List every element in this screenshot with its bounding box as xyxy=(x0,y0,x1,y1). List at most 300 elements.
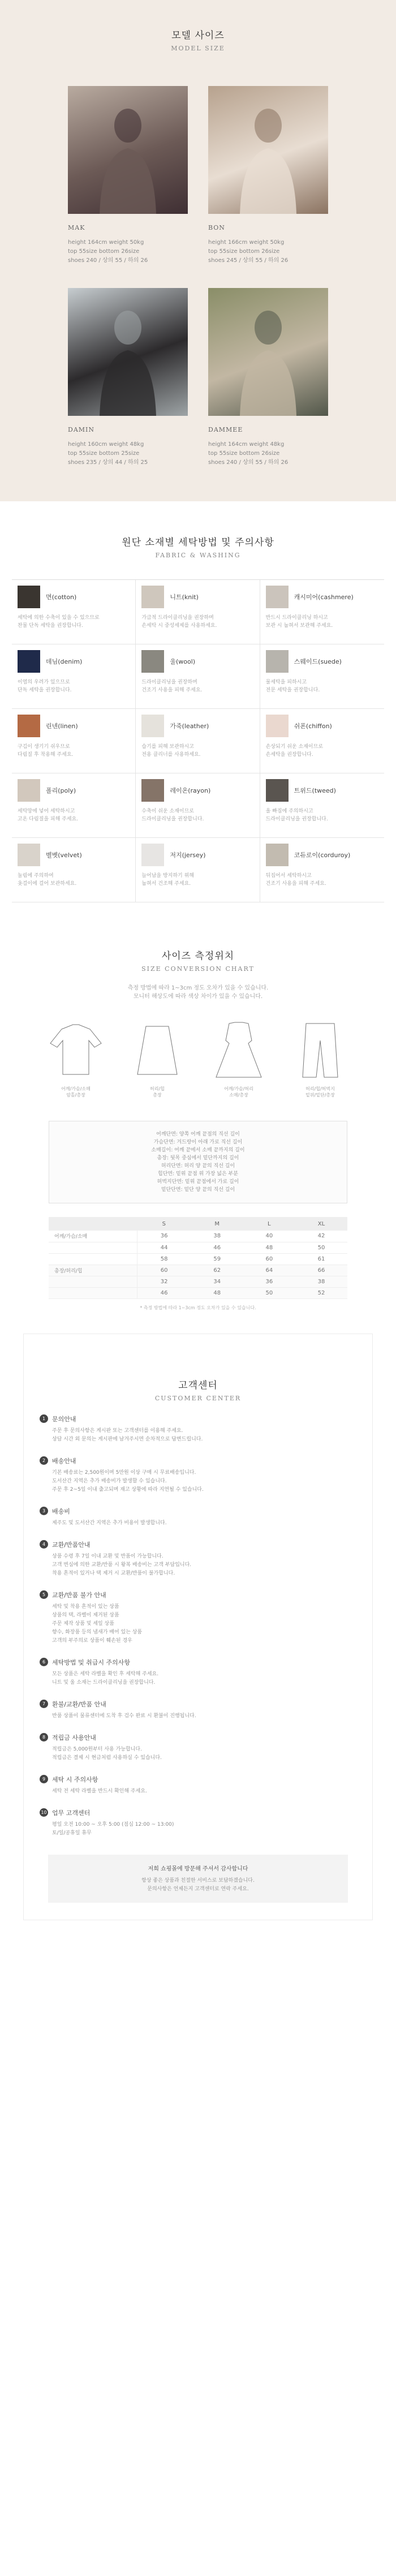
size-section xyxy=(0,925,396,1334)
fabric-head xyxy=(18,715,130,737)
fabric-desc-line: 손세탁 시 중성세제를 사용하세요. xyxy=(141,623,217,629)
cs-block-title: 세탁방법 및 취급시 주의사항 xyxy=(52,1658,131,1666)
fabric-cell xyxy=(260,773,384,838)
size-table-cell: 총장/허리/힙 xyxy=(49,1265,137,1276)
size-table-cell: 64 xyxy=(243,1265,295,1276)
fabric-desc-line: 전문 세탁을 권장합니다. xyxy=(265,687,320,693)
table-row xyxy=(49,1242,347,1253)
fabric-name: 면(cotton) xyxy=(46,594,77,601)
garment-diagram xyxy=(126,1018,188,1098)
model-info-line: height 166cm weight 50kg xyxy=(208,239,285,246)
fabric-name: 니트(knit) xyxy=(170,594,199,601)
fabric-name: 쉬폰(chiffon) xyxy=(294,723,332,730)
garment-diagram xyxy=(45,1018,107,1098)
fabric-head xyxy=(266,586,378,608)
size-table-cell: 48 xyxy=(243,1242,295,1253)
fabric-head xyxy=(18,844,130,866)
fabric-head xyxy=(266,779,378,802)
cs-block-body xyxy=(40,1469,356,1494)
cs-block-line: 니트 및 울 소재는 드라이클리닝을 권장합니다. xyxy=(52,1679,156,1685)
fabric-desc xyxy=(266,614,378,630)
fabric-cell xyxy=(12,580,136,644)
cs-block-number: 1 xyxy=(40,1414,48,1423)
size-table-cell xyxy=(49,1276,137,1287)
size-table-cell: 40 xyxy=(243,1231,295,1242)
cs-blocks xyxy=(40,1414,356,1838)
cs-block xyxy=(40,1540,356,1578)
measure-line: 허리단면: 허리 양 끝의 직선 길이 xyxy=(161,1163,235,1169)
cs-block-number: 4 xyxy=(40,1540,48,1549)
fabric-desc xyxy=(18,614,130,630)
size-table-cell: 50 xyxy=(295,1242,347,1253)
fabric-name: 데님(denim) xyxy=(46,658,83,665)
cs-block-number: 6 xyxy=(40,1658,48,1666)
size-table-cell: 36 xyxy=(243,1276,295,1287)
model-info-line: height 160cm weight 48kg xyxy=(68,441,144,448)
fabric-desc-line: 드라이클리닝을 권장합니다. xyxy=(141,816,204,822)
fabric-name: 스웨이드(suede) xyxy=(294,658,342,665)
cs-block-number: 9 xyxy=(40,1775,48,1783)
model-size-subtitle: MODEL SIZE xyxy=(171,45,225,52)
fabric-name: 가죽(leather) xyxy=(170,723,209,730)
cs-block-line: 제주도 및 도서산간 지역은 추가 비용이 발생합니다. xyxy=(52,1520,167,1526)
size-table-cell: 34 xyxy=(191,1276,243,1287)
cs-footer-text xyxy=(59,1877,337,1894)
table-row xyxy=(49,1231,347,1242)
cs-block xyxy=(40,1775,356,1796)
fabric-desc-line: 물세탁을 피하시고 xyxy=(265,680,307,685)
fabric-name: 폴리(poly) xyxy=(46,787,76,794)
cs-block-title: 환불/교환/반품 안내 xyxy=(52,1700,106,1708)
fabric-desc-line: 반드시 드라이클리닝 하시고 xyxy=(265,615,328,621)
fabric-desc-line: 구김이 생기기 쉬우므로 xyxy=(18,744,70,750)
model-info-line: top 55size bottom 26size xyxy=(208,450,280,457)
fabric-desc-line: 손세탁을 권장합니다. xyxy=(265,752,313,758)
model-card xyxy=(68,86,188,265)
fabric-head xyxy=(141,586,253,608)
fabric-desc xyxy=(266,807,378,823)
garment-caption-line: 총장 xyxy=(153,1093,162,1098)
fabric-subtitle: FABRIC & WASHING xyxy=(155,552,241,559)
size-table-cell: 66 xyxy=(295,1265,347,1276)
cs-block-heading xyxy=(40,1808,356,1817)
cs-block-line: 토/일/공휴일 휴무 xyxy=(52,1830,92,1836)
measure-line: 어깨단면: 양쪽 어깨 끝점의 직선 길이 xyxy=(156,1132,240,1137)
model-size-title: 모델 사이즈 xyxy=(171,30,225,41)
model-card xyxy=(68,288,188,467)
size-title: 사이즈 측정위치 xyxy=(161,951,235,962)
measure-line: 허벅지단면: 밑위 끝점에서 가로 길이 xyxy=(157,1179,239,1185)
cs-block-title: 적립금 사용안내 xyxy=(52,1734,96,1741)
fabric-swatch xyxy=(141,779,164,802)
size-table-cell: 60 xyxy=(137,1265,191,1276)
cs-block-line: 상품 수령 후 7일 이내 교환 및 반품이 가능합니다. xyxy=(52,1553,163,1559)
size-table-cell: 36 xyxy=(137,1231,191,1242)
fabric-cell xyxy=(136,709,260,773)
garment-caption xyxy=(45,1086,107,1098)
fabric-title: 원단 소재별 세탁방법 및 주의사항 xyxy=(122,537,274,548)
fabric-cell xyxy=(136,838,260,902)
size-intro xyxy=(0,984,396,1001)
size-table-header-cell: M xyxy=(191,1217,243,1231)
model-info-line: height 164cm weight 50kg xyxy=(68,239,144,246)
fabric-desc-line: 건조기 사용을 피해 주세요. xyxy=(265,881,326,887)
model-card xyxy=(208,86,328,265)
cs-subtitle: CUSTOMER CENTER xyxy=(154,1394,242,1402)
cs-block xyxy=(40,1414,356,1444)
cs-block-line: 고객의 부주의로 상품이 훼손된 경우 xyxy=(52,1637,132,1644)
model-figure xyxy=(68,288,188,416)
fabric-name: 캐시미어(cashmere) xyxy=(294,594,354,601)
cs-block-number: 2 xyxy=(40,1456,48,1465)
garment-caption-line: 허리/힙 xyxy=(150,1086,165,1091)
cs-block-body xyxy=(40,1427,356,1444)
fabric-cell xyxy=(260,644,384,709)
cs-block-line: 상담 시간 외 문의는 게시판에 남겨주시면 순차적으로 답변드립니다. xyxy=(52,1436,203,1442)
cs-block-title: 배송안내 xyxy=(52,1457,76,1465)
garment-diagrams xyxy=(0,1018,396,1098)
model-info-line: shoes 240 / 상의 55 / 하의 26 xyxy=(68,257,148,264)
size-table-cell: 50 xyxy=(243,1287,295,1298)
customer-center-section xyxy=(0,1334,396,1954)
cs-footer-box xyxy=(48,1855,348,1903)
cs-block-line: 주문 제작 상품 및 세일 상품 xyxy=(52,1620,114,1627)
cs-block xyxy=(40,1808,356,1838)
cs-block-body xyxy=(40,1787,356,1796)
garment-caption xyxy=(126,1086,188,1098)
fabric-table xyxy=(12,579,384,902)
model-info xyxy=(68,440,188,467)
size-table-cell: 32 xyxy=(137,1276,191,1287)
cs-block-title: 문의안내 xyxy=(52,1415,76,1423)
fabric-cell xyxy=(136,644,260,709)
cs-block-heading xyxy=(40,1507,356,1516)
size-table-cell: 58 xyxy=(137,1253,191,1265)
garment-diagram xyxy=(289,1018,351,1098)
cs-block-number: 7 xyxy=(40,1700,48,1708)
model-name: MAK xyxy=(68,224,85,231)
measure-line: 힙단면: 밑위 끝점 위 가장 넓은 부분 xyxy=(158,1171,238,1177)
size-intro-line: 모니터 해상도에 따라 색상 차이가 있을 수 있습니다. xyxy=(133,994,263,1000)
fabric-section xyxy=(0,501,396,925)
cs-block-line: 도서산간 지역은 추가 배송비가 발생할 수 있습니다. xyxy=(52,1478,167,1484)
garment-diagram xyxy=(208,1018,270,1098)
cs-block-heading xyxy=(40,1700,356,1709)
cs-block-body xyxy=(40,1553,356,1578)
table-row xyxy=(49,1265,347,1276)
cs-block-number: 10 xyxy=(40,1808,48,1817)
cs-block-title: 교환/반품 불가 안내 xyxy=(52,1591,106,1599)
cs-block-body xyxy=(40,1519,356,1528)
fabric-desc-line: 습기를 피해 보관하시고 xyxy=(141,744,194,750)
size-table-cell xyxy=(49,1287,137,1298)
fabric-swatch xyxy=(266,779,289,802)
fabric-desc xyxy=(141,807,253,823)
cs-block-heading xyxy=(40,1540,356,1549)
fabric-name: 울(wool) xyxy=(170,658,196,665)
fabric-desc-line: 이염의 우려가 있으므로 xyxy=(18,680,70,685)
fabric-desc-line: 드라이클리닝을 권장하며 xyxy=(141,680,197,685)
fabric-desc xyxy=(266,872,378,888)
size-table-cell: 61 xyxy=(295,1253,347,1265)
size-table-cell: 59 xyxy=(191,1253,243,1265)
cs-block-line: 착용 흔적이 있거나 택 제거 시 교환/반품이 불가합니다. xyxy=(52,1570,175,1576)
cs-block-number: 8 xyxy=(40,1733,48,1741)
measure-line: 소매길이: 어깨 끝에서 소매 끝까지의 길이 xyxy=(151,1147,245,1153)
fabric-head xyxy=(141,650,253,673)
fabric-name: 레이온(rayon) xyxy=(170,787,211,794)
size-table-header-cell xyxy=(49,1217,137,1231)
fabric-cell xyxy=(260,709,384,773)
size-table-header-cell: S xyxy=(137,1217,191,1231)
fabric-swatch xyxy=(266,715,289,737)
cs-block-title: 배송비 xyxy=(52,1507,70,1515)
garment-outline xyxy=(126,1018,188,1081)
garment-caption-line: 어깨/가슴/소매 xyxy=(61,1086,91,1091)
size-table-cell: 42 xyxy=(295,1231,347,1242)
fabric-swatch xyxy=(18,844,40,866)
fabric-desc xyxy=(18,872,130,888)
cs-block-line: 모든 상품은 세탁 라벨을 확인 후 세탁해 주세요. xyxy=(52,1671,159,1677)
garment-caption-line: 어깨/가슴/허리 xyxy=(224,1086,253,1091)
fabric-desc-line: 세탁망에 넣어 세탁하시고 xyxy=(18,809,75,814)
fabric-head xyxy=(141,779,253,802)
fabric-swatch xyxy=(18,779,40,802)
model-name: DAMIN xyxy=(68,426,94,433)
cs-block-line: 적립금은 5,000원부터 사용 가능합니다. xyxy=(52,1746,142,1752)
fabric-head xyxy=(266,650,378,673)
size-table-cell: 48 xyxy=(191,1287,243,1298)
fabric-desc xyxy=(141,614,253,630)
fabric-swatch xyxy=(266,586,289,608)
fabric-head xyxy=(18,779,130,802)
model-photo xyxy=(208,86,328,214)
cs-block-line: 세탁 전 세탁 라벨을 반드시 확인해 주세요. xyxy=(52,1788,147,1794)
fabric-desc xyxy=(18,807,130,823)
fabric-head xyxy=(18,586,130,608)
garment-caption xyxy=(208,1086,270,1098)
model-photo xyxy=(68,86,188,214)
fabric-desc xyxy=(141,743,253,759)
fabric-swatch xyxy=(266,844,289,866)
fabric-swatch xyxy=(141,844,164,866)
model-photo xyxy=(208,288,328,416)
fabric-head xyxy=(18,650,130,673)
model-info-line: shoes 240 / 상의 55 / 하의 26 xyxy=(208,459,289,466)
fabric-desc-line: 고온 다림질을 피해 주세요. xyxy=(18,816,79,822)
cs-block-heading xyxy=(40,1590,356,1599)
fabric-desc-line: 늘어남을 방지하기 위해 xyxy=(141,873,194,879)
model-figure xyxy=(68,86,188,214)
cs-block-heading xyxy=(40,1658,356,1667)
fabric-desc-line: 드라이클리닝을 권장합니다. xyxy=(265,816,328,822)
cs-block-heading xyxy=(40,1414,356,1424)
cs-block-line: 향수, 화장품 등의 냄새가 배어 있는 상품 xyxy=(52,1629,143,1635)
size-table-cell: 46 xyxy=(137,1287,191,1298)
fabric-swatch xyxy=(18,650,40,673)
model-card xyxy=(208,288,328,467)
measure-line: 가슴단면: 겨드랑이 아래 가로 직선 길이 xyxy=(153,1139,243,1145)
fabric-head xyxy=(266,844,378,866)
fabric-desc-line: 뒤집어서 세탁하시고 xyxy=(265,873,312,879)
cs-block-body xyxy=(40,1712,356,1721)
cs-block-line: 세탁 및 착용 흔적이 있는 상품 xyxy=(52,1603,119,1610)
cs-block-title: 업무 고객센터 xyxy=(52,1809,91,1817)
fabric-head xyxy=(141,715,253,737)
fabric-desc-line: 손상되기 쉬운 소재이므로 xyxy=(265,744,324,750)
size-intro-line: 측정 방법에 따라 1~3cm 정도 오차가 있을 수 있습니다. xyxy=(127,985,269,991)
cs-block-line: 상품의 택, 라벨이 제거된 상품 xyxy=(52,1612,119,1618)
fabric-name: 저지(jersey) xyxy=(170,852,206,859)
model-name: DAMMEE xyxy=(208,426,243,433)
model-figure xyxy=(208,86,328,214)
cs-block-line: 반품 상품이 물류센터에 도착 후 검수 완료 시 환불이 진행됩니다. xyxy=(52,1713,196,1719)
model-info-line: top 55size bottom 26size xyxy=(68,248,140,255)
table-row xyxy=(49,1253,347,1265)
cs-block-heading xyxy=(40,1775,356,1784)
fabric-name: 코듀로이(corduroy) xyxy=(294,852,351,859)
cs-block-body xyxy=(40,1745,356,1762)
size-table-cell xyxy=(49,1253,137,1265)
garment-outline xyxy=(289,1018,351,1081)
cs-block-number: 3 xyxy=(40,1507,48,1515)
fabric-cell xyxy=(12,709,136,773)
cs-block-body xyxy=(40,1603,356,1645)
model-photo xyxy=(68,288,188,416)
fabric-name: 트위드(tweed) xyxy=(294,787,336,794)
size-subtitle: SIZE CONVERSION CHART xyxy=(141,965,255,973)
fabric-name: 벨벳(velvet) xyxy=(46,852,82,859)
cs-block-line: 평일 오전 10:00 ~ 오후 5:00 (점심 12:00 ~ 13:00) xyxy=(52,1821,174,1827)
fabric-head xyxy=(266,715,378,737)
model-figure xyxy=(208,288,328,416)
size-table-cell: 60 xyxy=(243,1253,295,1265)
cs-footer-line: 문의사항은 언제든지 고객센터로 연락 주세요. xyxy=(147,1886,249,1892)
size-table-cell: 62 xyxy=(191,1265,243,1276)
cs-block-body xyxy=(40,1821,356,1838)
size-table-cell: 38 xyxy=(295,1276,347,1287)
model-info-line: top 55size bottom 26size xyxy=(208,248,280,255)
cs-block-body xyxy=(40,1670,356,1687)
fabric-swatch xyxy=(266,650,289,673)
model-info xyxy=(208,238,328,265)
cs-block xyxy=(40,1507,356,1528)
fabric-cell xyxy=(12,644,136,709)
fabric-swatch xyxy=(141,650,164,673)
model-info-line: top 55size bottom 25size xyxy=(68,450,140,457)
cs-block-heading xyxy=(40,1733,356,1742)
cs-block-heading xyxy=(40,1456,356,1465)
model-info-line: height 164cm weight 48kg xyxy=(208,441,285,448)
measure-line: 총장: 뒷목 중심에서 밑단까지의 길이 xyxy=(157,1155,239,1161)
cs-block-line: 주문 후 문의사항은 게시판 또는 고객센터를 이용해 주세요. xyxy=(52,1427,183,1434)
fabric-desc xyxy=(266,678,378,694)
model-size-section xyxy=(0,0,396,501)
fabric-desc-line: 건조기 사용을 피해 주세요. xyxy=(141,687,203,693)
size-table-cell: 44 xyxy=(137,1242,191,1253)
fabric-cell xyxy=(136,773,260,838)
fabric-desc xyxy=(141,872,253,888)
garment-outline xyxy=(208,1018,270,1081)
measure-guide-box xyxy=(49,1121,347,1203)
fabric-desc-line: 눌림에 주의하여 xyxy=(18,873,54,879)
cs-block-line: 적립금은 결제 시 현금처럼 사용하실 수 있습니다. xyxy=(52,1754,162,1761)
fabric-desc-line: 세탁에 의한 수축이 있을 수 있으므로 xyxy=(18,615,100,621)
fabric-cell xyxy=(260,838,384,902)
garment-caption xyxy=(289,1086,351,1098)
cs-block-line: 고객 변심에 의한 교환/반품 시 왕복 배송비는 고객 부담입니다. xyxy=(52,1562,192,1568)
cs-block-line: 기본 배송료는 2,500원이며 5만원 이상 구매 시 무료배송입니다. xyxy=(52,1469,196,1476)
cs-block xyxy=(40,1590,356,1645)
model-info xyxy=(208,440,328,467)
garment-caption-line: 암홀/총장 xyxy=(66,1093,85,1098)
cs-block-number: 5 xyxy=(40,1590,48,1599)
size-table-cell: 어깨/가슴/소매 xyxy=(49,1231,137,1242)
fabric-desc-line: 전용 클리너를 사용하세요. xyxy=(141,752,201,758)
size-table-header-cell: L xyxy=(243,1217,295,1231)
fabric-desc-line: 옷걸이에 걸어 보관하세요. xyxy=(18,881,77,887)
fabric-desc-line: 올 빠짐에 주의하시고 xyxy=(265,809,313,814)
fabric-cell xyxy=(260,580,384,644)
fabric-swatch xyxy=(141,715,164,737)
cs-title: 고객센터 xyxy=(178,1379,218,1391)
fabric-desc xyxy=(18,678,130,694)
cs-block xyxy=(40,1700,356,1721)
fabric-desc-line: 단독 세탁을 권장합니다. xyxy=(18,687,72,693)
fabric-head xyxy=(141,844,253,866)
fabric-desc xyxy=(266,743,378,759)
size-note: * 측정 방법에 따라 1~3cm 정도 오차가 있을 수 있습니다. xyxy=(140,1305,256,1310)
model-info xyxy=(68,238,188,265)
model-info-line: shoes 245 / 상의 55 / 하의 26 xyxy=(208,257,289,264)
customer-center-box xyxy=(23,1334,373,1920)
cs-block-line: 주문 후 2~5일 이내 출고되며 재고 상황에 따라 지연될 수 있습니다. xyxy=(52,1486,204,1493)
cs-footer-title: 저희 쇼핑몰에 방문해 주셔서 감사합니다 xyxy=(148,1865,248,1872)
garment-caption-line: 허리/힙/허벅지 xyxy=(305,1086,335,1091)
cs-block xyxy=(40,1456,356,1494)
size-table-cell xyxy=(49,1242,137,1253)
size-table-cell: 38 xyxy=(191,1231,243,1242)
fabric-desc-line: 보관 시 눕혀서 보관해 주세요. xyxy=(265,623,333,629)
size-table-cell: 46 xyxy=(191,1242,243,1253)
fabric-desc-line: 다림질 후 착용해 주세요. xyxy=(18,752,74,758)
table-row xyxy=(49,1276,347,1287)
model-info-line: shoes 235 / 상의 44 / 하의 25 xyxy=(68,459,148,466)
fabric-swatch xyxy=(141,586,164,608)
fabric-cell xyxy=(136,580,260,644)
cs-block xyxy=(40,1733,356,1762)
table-row xyxy=(49,1287,347,1298)
garment-caption-line: 소매/총장 xyxy=(229,1093,248,1098)
size-table-header xyxy=(49,1217,347,1231)
cs-block-title: 세탁 시 주의사항 xyxy=(52,1775,98,1783)
fabric-swatch xyxy=(18,586,40,608)
fabric-cell xyxy=(12,838,136,902)
fabric-cell xyxy=(12,773,136,838)
fabric-desc xyxy=(18,743,130,759)
fabric-desc-line: 수축이 쉬운 소재이므로 xyxy=(141,809,194,814)
model-name: BON xyxy=(208,224,225,231)
fabric-desc xyxy=(141,678,253,694)
fabric-desc-line: 가급적 드라이클리닝을 권장하며 xyxy=(141,615,214,621)
cs-block-title: 교환/반품안내 xyxy=(52,1541,91,1549)
size-table-header-cell: XL xyxy=(295,1217,347,1231)
measure-line: 밑단단면: 밑단 양 끝의 직선 길이 xyxy=(161,1187,235,1193)
fabric-swatch xyxy=(18,715,40,737)
model-grid xyxy=(68,86,328,467)
garment-outline xyxy=(45,1018,107,1081)
fabric-desc-line: 눕혀서 건조해 주세요. xyxy=(141,881,191,887)
